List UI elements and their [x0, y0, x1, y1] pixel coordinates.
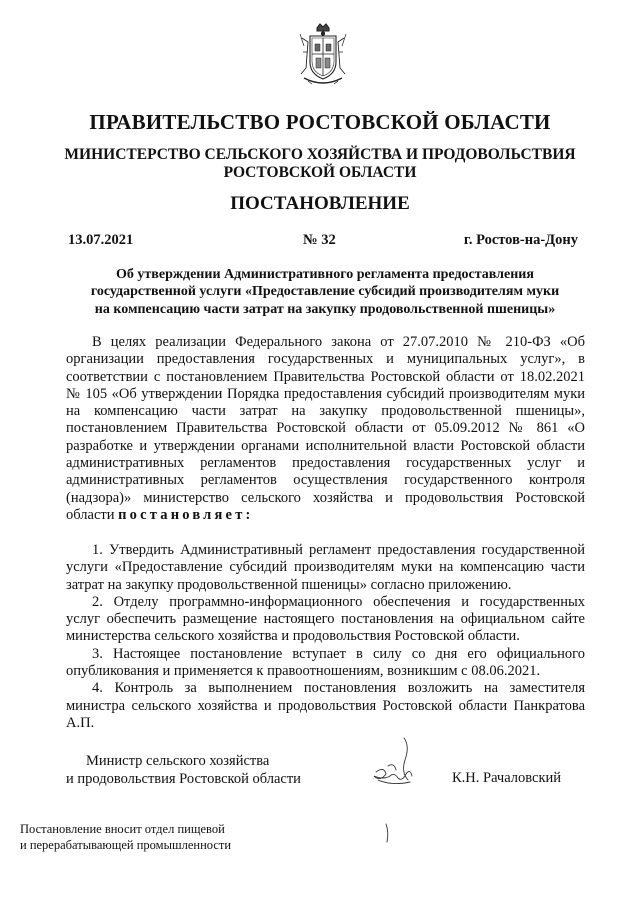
ministry-name-line1: МИНИСТЕРСТВО СЕЛЬСКОГО ХОЗЯЙСТВА И ПРОДОВОЛЬСТВИЯ — [64, 146, 576, 163]
document-type: ПОСТАНОВЛЕНИЕ — [230, 193, 410, 214]
subject-line1: Об утверждении Административного регламента предоставления — [116, 267, 534, 282]
resolution-item-1: 1. Утвердить Административный регламент предоставления государственной услуги «Предоставление субсидий производителям муки на компенсацию части затрат на закупку продовольственной пшеницы» согласно приложению. — [66, 542, 585, 593]
resolution-items — [66, 542, 585, 732]
document-number: № 32 — [303, 232, 336, 248]
resolution-item-2: 2. Отделу программно-информационного обеспечения и государственных услуг обеспечить размещение настоящего постановления на официальном сайте министерства сельского хозяйства и продовольствия Ростовской области. — [66, 593, 585, 645]
handwritten-signature-icon — [364, 736, 434, 848]
signatory-position-line1: Министр сельского хозяйства — [86, 753, 270, 769]
footer-line1: Постановление вносит отдел пищевой — [20, 822, 225, 836]
subject-line3: на компенсацию части затрат на закупку продовольственной пшеницы» — [94, 301, 556, 317]
signatory-position-line2: и продовольствия Ростовской области — [66, 771, 301, 787]
signatory-name: К.Н. Рачаловский — [452, 770, 562, 786]
resolution-item-3: 3. Настоящее постановление вступает в силу со дня его официального опубликования и применяется к правоотношениям, возникшим с 08.06.2021. — [66, 645, 585, 680]
footer-note — [20, 822, 231, 853]
document-city: г. Ростов-на-Дону — [463, 232, 578, 248]
document-subject — [55, 266, 595, 318]
ministry-name-line2: РОСТОВСКОЙ ОБЛАСТИ — [223, 164, 417, 181]
resolves-word: постановляет: — [118, 506, 254, 523]
ministry-name — [0, 146, 640, 182]
preamble-paragraph — [66, 334, 585, 524]
footer-line2: и перерабатывающей промышленности — [20, 837, 232, 852]
rostov-region-coat-of-arms-icon — [298, 22, 348, 88]
subject-line2: государственной услуги «Предоставление субсидий производителям муки — [90, 284, 560, 300]
resolution-item-4: 4. Контроль за выполнением постановления возложить на заместителя министра сельского хозяйства и продовольствия Ростовской области Панкратова А.П. — [66, 680, 585, 731]
government-title: ПРАВИТЕЛЬСТВО РОСТОВСКОЙ ОБЛАСТИ — [89, 110, 551, 134]
preamble — [66, 334, 585, 524]
document-date: 13.07.2021 — [68, 232, 134, 248]
preamble-text: В целях реализации Федерального закона от 27.07.2010 № 210-ФЗ «Об организации предоставления государственных и муниципальных услуг», в соответствии с постановлением Правительства Ростовской области от 18.02.2021 № 105 «Об утверждении Порядка предоставления субсидий производителям муки на компенсацию части затрат на закупку продовольственной пшеницы», постановлением Правительства Ростовской области от 05.09.2012 № 861 «О разработке и утверждении органами исполнительной власти Ростовской области административных регламентов предоставления государственных услуг и административных регламентов осуществления государственного контроля (надзора)» министерство сельского хозяйства и продовольствия Ростовской области — [66, 334, 585, 523]
signatory-position — [66, 752, 301, 788]
